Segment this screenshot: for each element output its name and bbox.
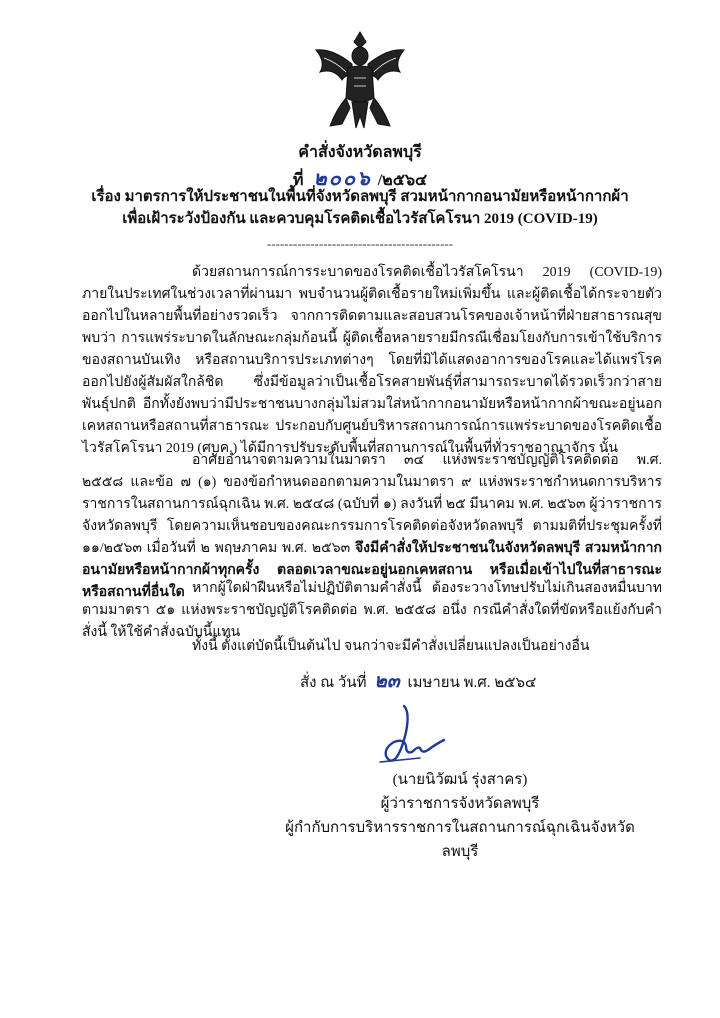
order-date: [300, 666, 600, 696]
number-suffix: /๒๕๖๔: [377, 172, 428, 189]
number-prefix: ที่: [292, 172, 304, 189]
paragraph-authority-text: อาศัยอำนาจตามความในมาตรา ๓๔ แห่งพระราชบัญญัติโรคติดต่อ พ.ศ. ๒๕๕๘ และข้อ ๗ (๑) ของข้อกำหนดออกตามความในมาตรา ๙ แห่งพระราชกำหนดการบริหารราชการในสถานการณ์ฉุกเฉิน พ.ศ. ๒๕๔๘ (ฉบับที่ ๑) ลงวันที่ ๒๕ มีนาคม พ.ศ. ๒๕๖๓ ผู้ว่าราชการจังหวัดลพบุรี โดยความเห็นชอบของคณะกรรมการโรคติดต่อจังหวัดลพบุรี ตามมติที่ประชุมครั้งที่ ๑๑/๒๕๖๓ เมื่อวันที่ ๒ พฤษภาคม พ.ศ. ๒๕๖๓: [82, 453, 662, 556]
document-subject: เรื่อง มาตรการให้ประชาชนในพื้นที่จังหวัดลพบุรี สวมหน้ากากอนามัยหรือหน้ากากผ้า เพื่อเฝ้าระวังป้องกัน และควบคุมโรคติดเชื้อไวรัสโคโรนา 2019 (COVID-19): [91, 189, 629, 227]
paragraph-penalty: [82, 578, 662, 644]
divider: -------------------------------------------: [266, 236, 454, 251]
signer-name: (นายนิวัฒน์ รุ่งสาคร): [392, 772, 528, 788]
order-statement: จึงมีคำสั่งให้ประชาชนในจังหวัดลพบุรี สวมหน้ากากอนามัยหรือหน้ากากผ้าทุกครั้ง ตลอดเวลาขณะอยู่นอกเคหสถาน หรือเมื่อเข้าไปในที่สาธารณะ หรือสถานที่อื่นใด: [82, 541, 662, 600]
number-handwritten: ๒๐๐๖: [313, 168, 372, 190]
order-date-rest: เมษายน พ.ศ. ๒๕๖๔: [407, 675, 537, 691]
signature-icon: [360, 702, 460, 768]
paragraph-effective: [82, 636, 662, 658]
paragraph-effective-text: ทั้งนี้ ตั้งแต่บัดนี้เป็นต้นไป จนกว่าจะมีคำสั่งเปลี่ยนแปลงเป็นอย่างอื่น: [192, 639, 590, 654]
signer-role: ผู้กำกับการบริหารราชการในสถานการณ์ฉุกเฉินจังหวัดลพบุรี: [285, 820, 635, 860]
order-date-day: ๒๓: [374, 671, 400, 692]
paragraph-background-text: ด้วยสถานการณ์การระบาดของโรคติดเชื้อไวรัสโคโรนา 2019 (COVID-19) ภายในประเทศในช่วงเวลาที่ผ่านมา พบจำนวนผู้ติดเชื้อรายใหม่เพิ่มขึ้น และผู้ติดเชื้อได้กระจายตัวออกไปในหลายพื้นที่อย่างรวดเร็ว จากการติดตามและสอบสวนโรคของเจ้าหน้าที่ฝ่ายสาธารณสุขพบว่า การแพร่ระบาดในลักษณะกลุ่มก้อนนี้ ผู้ติดเชื้อหลายรายมีกรณีเชื่อมโยงกับการเข้าใช้บริการของสถานบันเทิง หรือสถานบริการประเภทต่างๆ โดยที่มิได้แสดงอาการของโรคและได้แพร่โรคออกไปยังผู้สัมผัสใกล้ชิด ซึ่งมีข้อมูลว่าเป็นเชื้อโรคสายพันธุ์ที่สามารถระบาดได้รวดเร็วกว่าสายพันธุ์ปกติ อีกทั้งยังพบว่ามีประชาชนบางกลุ่มไม่สวมใส่หน้ากากอนามัยหรือหน้ากากผ้าขณะอยู่นอกเคหสถานหรือสถานที่สาธารณะ ประกอบกับศูนย์บริหารสถานการณ์การแพร่ระบาดของโรคติดเชื้อไวรัสโคโรนา 2019 (ศบค.) ได้มีการปรับระดับพื้นที่สถานการณ์ในพื้นที่ทั่วราชอาณาจักร นั้น: [82, 265, 662, 456]
paragraph-background: [82, 262, 662, 460]
garuda-emblem-icon: [312, 28, 408, 132]
paragraph-penalty-text: หากผู้ใดฝ่าฝืนหรือไม่ปฏิบัติตามคำสั่งนี้ ต้องระวางโทษปรับไม่เกินสองหมื่นบาท ตามมาตรา ๕๑ แห่งพระราชบัญญัติโรคติดต่อ พ.ศ. ๒๕๕๘ อนึ่ง กรณีคำสั่งใดที่ขัดหรือแย้งกับคำสั่งนี้ ให้ใช้คำสั่งฉบับนี้แทน: [82, 581, 662, 640]
order-date-prefix: สั่ง ณ วันที่: [300, 675, 367, 691]
signer-title: ผู้ว่าราชการจังหวัดลพบุรี: [380, 796, 540, 812]
document-title: คำสั่งจังหวัดลพบุรี: [298, 144, 422, 161]
